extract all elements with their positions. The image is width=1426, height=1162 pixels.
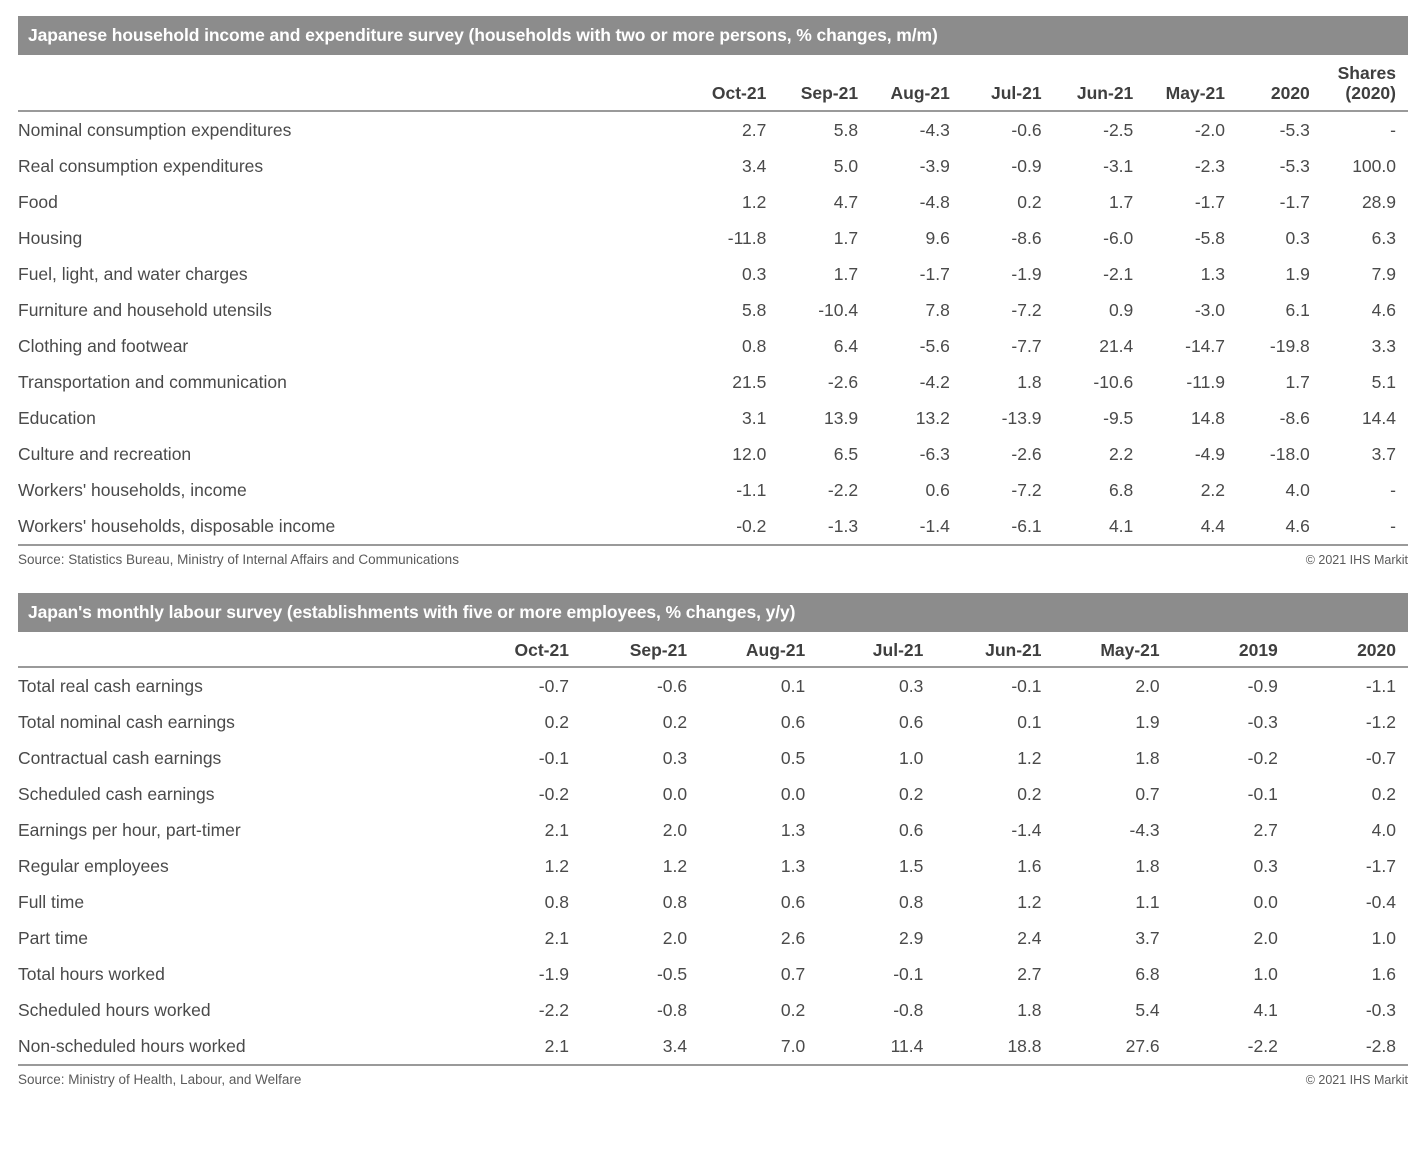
cell: -1.1 xyxy=(736,479,767,500)
cell: - xyxy=(1390,479,1396,500)
cell: -13.9 xyxy=(1001,407,1042,428)
table-header-row xyxy=(18,632,1408,667)
cell: -0.9 xyxy=(1011,155,1042,176)
table-row xyxy=(18,884,1408,920)
cell: -0.1 xyxy=(1247,783,1278,804)
cell: -0.2 xyxy=(1247,747,1278,768)
cell: 4.1 xyxy=(1253,999,1278,1020)
labour-survey-footer xyxy=(18,1066,1408,1087)
table-row xyxy=(18,508,1408,545)
cell: 2.0 xyxy=(662,819,688,840)
cell: 100.0 xyxy=(1352,155,1396,176)
row-label: Part time xyxy=(18,927,89,948)
row-label: Total hours worked xyxy=(18,963,165,984)
cell: 4.6 xyxy=(1371,299,1396,320)
cell: -0.5 xyxy=(656,963,688,984)
cell: 2.2 xyxy=(1108,443,1134,464)
cell: 1.6 xyxy=(1371,963,1396,984)
cell: 0.3 xyxy=(1285,227,1310,248)
table-row xyxy=(18,400,1408,436)
cell: -0.1 xyxy=(538,747,569,768)
row-label: Real consumption expenditures xyxy=(18,155,264,176)
column-header-aug21: Aug-21 xyxy=(870,55,962,111)
cell: 0.7 xyxy=(1135,783,1160,804)
cell: 1.8 xyxy=(1017,371,1042,392)
cell: 5.1 xyxy=(1371,371,1396,392)
cell: 2.1 xyxy=(544,819,569,840)
cell: -1.2 xyxy=(1365,711,1396,732)
row-label: Regular employees xyxy=(18,855,169,876)
column-header-label xyxy=(18,632,463,667)
row-label: Culture and recreation xyxy=(18,443,192,464)
cell: 6.8 xyxy=(1108,479,1134,500)
household-survey-title: Japanese household income and expenditure survey (households with two or more persons, % changes, m/m) xyxy=(18,16,1408,55)
cell: 3.4 xyxy=(581,1028,699,1065)
cell: -11.8 xyxy=(727,227,767,248)
cell: 3.7 xyxy=(1371,443,1396,464)
table-row xyxy=(18,328,1408,364)
cell: -1.7 xyxy=(1279,191,1310,212)
cell: -2.8 xyxy=(1290,1028,1408,1065)
column-header-jul21: Jul-21 xyxy=(817,632,935,667)
table-row xyxy=(18,1028,1408,1065)
cell: 1.2 xyxy=(1017,891,1042,912)
row-label: Education xyxy=(18,407,96,428)
cell: -0.6 xyxy=(1011,119,1042,140)
cell: -6.0 xyxy=(1103,227,1134,248)
cell: 0.7 xyxy=(780,963,806,984)
table-row xyxy=(18,992,1408,1028)
column-header-may21: May-21 xyxy=(1054,632,1172,667)
table-row xyxy=(18,256,1408,292)
cell: -7.7 xyxy=(1011,335,1042,356)
cell: -4.9 xyxy=(1194,443,1226,464)
cell: -5.3 xyxy=(1279,155,1310,176)
cell: 2.9 xyxy=(899,927,924,948)
cell: -10.6 xyxy=(1093,371,1134,392)
cell: 6.8 xyxy=(1135,963,1160,984)
cell: 3.4 xyxy=(742,155,767,176)
cell: 0.8 xyxy=(544,891,569,912)
cell: -2.2 xyxy=(827,479,859,500)
column-header-jul21: Jul-21 xyxy=(962,55,1054,111)
column-header-jun21: Jun-21 xyxy=(935,632,1053,667)
cell: 1.6 xyxy=(1017,855,1042,876)
row-label: Food xyxy=(18,191,58,212)
cell: -3.1 xyxy=(1103,155,1134,176)
cell: 4.0 xyxy=(1285,479,1310,500)
labour-survey-body xyxy=(18,667,1408,1065)
cell: 2.0 xyxy=(1253,927,1278,948)
table-row xyxy=(18,740,1408,776)
cell: - xyxy=(1390,119,1396,140)
cell: 3.3 xyxy=(1371,335,1396,356)
copyright-note: © 2021 IHS Markit xyxy=(1305,1073,1408,1088)
row-label: Furniture and household utensils xyxy=(18,299,272,320)
row-label: Full time xyxy=(18,891,85,912)
copyright-note: © 2021 IHS Markit xyxy=(1305,553,1408,568)
table-header-row xyxy=(18,55,1408,111)
cell: 21.5 xyxy=(732,371,767,392)
table-row xyxy=(18,667,1408,704)
table-row xyxy=(18,364,1408,400)
cell: -1.9 xyxy=(1011,263,1042,284)
cell: 5.4 xyxy=(1135,999,1160,1020)
cell: 1.0 xyxy=(1371,927,1396,948)
cell: -1.9 xyxy=(538,963,569,984)
cell: -2.2 xyxy=(1172,1028,1290,1065)
cell: 0.3 xyxy=(899,675,924,696)
cell: -2.0 xyxy=(1194,119,1226,140)
table-row xyxy=(18,148,1408,184)
cell: 1.7 xyxy=(1108,191,1134,212)
cell: 1.7 xyxy=(833,263,859,284)
cell: 2.7 xyxy=(1253,819,1278,840)
cell: -1.7 xyxy=(919,263,950,284)
cell: -0.1 xyxy=(1011,675,1042,696)
table-row xyxy=(18,472,1408,508)
cell: 1.9 xyxy=(1135,711,1160,732)
labour-survey-block xyxy=(18,593,1408,1087)
cell: 0.2 xyxy=(780,999,806,1020)
cell: 0.6 xyxy=(780,891,806,912)
cell: -2.5 xyxy=(1103,119,1134,140)
cell: 0.6 xyxy=(899,819,924,840)
table-row xyxy=(18,956,1408,992)
cell: 7.9 xyxy=(1371,263,1396,284)
cell: -2.6 xyxy=(1011,443,1042,464)
cell: 9.6 xyxy=(925,227,950,248)
cell: 0.2 xyxy=(899,783,924,804)
cell: 3.1 xyxy=(742,407,767,428)
row-label: Contractual cash earnings xyxy=(18,747,222,768)
row-label: Fuel, light, and water charges xyxy=(18,263,248,284)
cell: 0.1 xyxy=(780,675,806,696)
cell: 0.6 xyxy=(899,711,924,732)
cell: -8.6 xyxy=(1011,227,1042,248)
row-label: Non-scheduled hours worked xyxy=(18,1028,463,1065)
cell: -1.3 xyxy=(778,508,870,545)
cell: -2.3 xyxy=(1194,155,1226,176)
row-label: Scheduled cash earnings xyxy=(18,783,215,804)
row-label: Earnings per hour, part-timer xyxy=(18,819,241,840)
cell: 14.4 xyxy=(1361,407,1396,428)
cell: -0.3 xyxy=(1365,999,1396,1020)
table-row xyxy=(18,184,1408,220)
column-header-aug21: Aug-21 xyxy=(699,632,817,667)
cell: 1.5 xyxy=(899,855,924,876)
table-row xyxy=(18,220,1408,256)
row-label: Scheduled hours worked xyxy=(18,999,211,1020)
cell: -1.4 xyxy=(870,508,962,545)
cell: 1.2 xyxy=(662,855,688,876)
cell: -14.7 xyxy=(1185,335,1226,356)
cell: 1.9 xyxy=(1285,263,1310,284)
cell: 4.6 xyxy=(1237,508,1322,545)
cell: -2.1 xyxy=(1103,263,1134,284)
column-header-label xyxy=(18,55,678,111)
cell: 1.7 xyxy=(833,227,859,248)
cell: 0.2 xyxy=(1371,783,1396,804)
cell: 2.1 xyxy=(544,927,569,948)
cell: -19.8 xyxy=(1269,335,1310,356)
cell: 5.8 xyxy=(742,299,767,320)
cell: 0.8 xyxy=(742,335,767,356)
labour-survey-table xyxy=(18,632,1408,1066)
table-row xyxy=(18,776,1408,812)
cell: 4.7 xyxy=(833,191,859,212)
cell: 6.3 xyxy=(1371,227,1396,248)
column-header-jun21: Jun-21 xyxy=(1054,55,1146,111)
column-header-2020: 2020 xyxy=(1237,55,1322,111)
row-label: Total real cash earnings xyxy=(18,675,203,696)
household-survey-body xyxy=(18,111,1408,545)
cell: 1.7 xyxy=(1285,371,1310,392)
cell: 0.3 xyxy=(662,747,688,768)
cell: -9.5 xyxy=(1103,407,1134,428)
row-label: Transportation and communication xyxy=(18,371,287,392)
cell: 1.2 xyxy=(544,855,569,876)
cell: 27.6 xyxy=(1054,1028,1172,1065)
cell: -0.8 xyxy=(656,999,688,1020)
cell: -0.8 xyxy=(893,999,924,1020)
cell: 0.2 xyxy=(1017,783,1042,804)
cell: 0.3 xyxy=(742,263,767,284)
cell: 1.8 xyxy=(1135,855,1160,876)
cell: 0.9 xyxy=(1108,299,1134,320)
cell: -7.2 xyxy=(1011,299,1042,320)
cell: 0.6 xyxy=(780,711,806,732)
cell: 2.2 xyxy=(1200,479,1226,500)
cell: -11.9 xyxy=(1186,371,1226,392)
cell: -0.2 xyxy=(678,508,778,545)
column-header-sep21: Sep-21 xyxy=(778,55,870,111)
cell: -2.2 xyxy=(538,999,569,1020)
cell: 0.2 xyxy=(662,711,688,732)
cell: -0.6 xyxy=(656,675,688,696)
cell: 4.0 xyxy=(1371,819,1396,840)
cell: 2.7 xyxy=(742,119,767,140)
cell: 1.3 xyxy=(780,855,806,876)
cell: 1.2 xyxy=(1017,747,1042,768)
cell: -0.1 xyxy=(893,963,924,984)
cell: -8.6 xyxy=(1279,407,1310,428)
cell: -3.9 xyxy=(919,155,950,176)
cell: 2.4 xyxy=(1017,927,1042,948)
cell: 6.5 xyxy=(833,443,859,464)
column-header-shares: Shares (2020) xyxy=(1322,55,1408,111)
cell: -4.3 xyxy=(919,119,950,140)
cell: - xyxy=(1322,508,1408,545)
cell: 13.9 xyxy=(824,407,859,428)
table-row xyxy=(18,812,1408,848)
cell: -0.2 xyxy=(538,783,569,804)
cell: -4.8 xyxy=(919,191,950,212)
table-row xyxy=(18,704,1408,740)
labour-survey-title: Japan's monthly labour survey (establishments with five or more employees, % changes, y/y) xyxy=(18,593,1408,632)
cell: 0.0 xyxy=(1253,891,1278,912)
cell: -5.3 xyxy=(1279,119,1310,140)
cell: -0.4 xyxy=(1365,891,1396,912)
table-row xyxy=(18,920,1408,956)
cell: 0.8 xyxy=(662,891,688,912)
cell: 0.6 xyxy=(925,479,950,500)
cell: 0.1 xyxy=(1017,711,1042,732)
row-label: Workers' households, income xyxy=(18,479,247,500)
cell: 0.5 xyxy=(780,747,806,768)
table-row xyxy=(18,292,1408,328)
cell: 1.3 xyxy=(780,819,806,840)
column-header-2019: 2019 xyxy=(1172,632,1290,667)
cell: -0.7 xyxy=(538,675,569,696)
cell: -1.7 xyxy=(1194,191,1226,212)
cell: 18.8 xyxy=(935,1028,1053,1065)
cell: 5.8 xyxy=(833,119,859,140)
cell: 28.9 xyxy=(1361,191,1396,212)
column-header-oct21: Oct-21 xyxy=(678,55,778,111)
cell: -4.3 xyxy=(1129,819,1160,840)
cell: 4.4 xyxy=(1145,508,1237,545)
cell: 0.8 xyxy=(899,891,924,912)
cell: -5.6 xyxy=(919,335,950,356)
cell: 7.0 xyxy=(699,1028,817,1065)
cell: 1.0 xyxy=(1253,963,1278,984)
cell: -10.4 xyxy=(818,299,859,320)
cell: 6.4 xyxy=(833,335,859,356)
cell: -2.6 xyxy=(827,371,859,392)
cell: 1.8 xyxy=(1135,747,1160,768)
cell: -6.3 xyxy=(919,443,950,464)
cell: -7.2 xyxy=(1011,479,1042,500)
row-label: Nominal consumption expenditures xyxy=(18,119,292,140)
cell: -5.8 xyxy=(1194,227,1226,248)
cell: 5.0 xyxy=(833,155,859,176)
row-label: Housing xyxy=(18,227,83,248)
cell: -18.0 xyxy=(1269,443,1310,464)
cell: 21.4 xyxy=(1099,335,1134,356)
cell: 11.4 xyxy=(817,1028,935,1065)
cell: -0.7 xyxy=(1365,747,1396,768)
cell: -1.7 xyxy=(1365,855,1396,876)
cell: -3.0 xyxy=(1194,299,1226,320)
household-survey-footer xyxy=(18,546,1408,567)
cell: -6.1 xyxy=(962,508,1054,545)
cell: 2.0 xyxy=(662,927,688,948)
cell: 0.2 xyxy=(544,711,569,732)
cell: 3.7 xyxy=(1135,927,1160,948)
cell: 13.2 xyxy=(915,407,950,428)
cell: 4.1 xyxy=(1054,508,1146,545)
cell: 1.8 xyxy=(1017,999,1042,1020)
cell: 2.7 xyxy=(1017,963,1042,984)
cell: 0.3 xyxy=(1253,855,1278,876)
cell: 1.2 xyxy=(742,191,767,212)
row-label: Total nominal cash earnings xyxy=(18,711,235,732)
cell: 2.1 xyxy=(463,1028,581,1065)
table-row xyxy=(18,436,1408,472)
cell: 2.0 xyxy=(1135,675,1160,696)
source-note: Source: Statistics Bureau, Ministry of Internal Affairs and Communications xyxy=(18,552,459,568)
cell: 1.3 xyxy=(1200,263,1226,284)
cell: -0.9 xyxy=(1247,675,1278,696)
column-header-2020: 2020 xyxy=(1290,632,1408,667)
cell: 2.6 xyxy=(780,927,806,948)
cell: 6.1 xyxy=(1285,299,1310,320)
cell: 1.0 xyxy=(899,747,924,768)
cell: 1.1 xyxy=(1135,891,1160,912)
cell: 14.8 xyxy=(1190,407,1226,428)
row-label: Workers' households, disposable income xyxy=(18,508,678,545)
column-header-may21: May-21 xyxy=(1145,55,1237,111)
cell: 12.0 xyxy=(732,443,767,464)
cell: -1.4 xyxy=(1011,819,1042,840)
cell: 0.0 xyxy=(662,783,688,804)
cell: 0.2 xyxy=(1017,191,1042,212)
source-note: Source: Ministry of Health, Labour, and Welfare xyxy=(18,1072,302,1088)
column-header-sep21: Sep-21 xyxy=(581,632,699,667)
cell: -4.2 xyxy=(919,371,950,392)
column-header-oct21: Oct-21 xyxy=(463,632,581,667)
cell: 0.0 xyxy=(780,783,806,804)
cell: 7.8 xyxy=(925,299,950,320)
cell: -0.3 xyxy=(1247,711,1278,732)
table-row xyxy=(18,848,1408,884)
household-survey-block xyxy=(18,16,1408,567)
table-row xyxy=(18,111,1408,148)
household-survey-table xyxy=(18,55,1408,546)
row-label: Clothing and footwear xyxy=(18,335,189,356)
cell: -1.1 xyxy=(1365,675,1396,696)
